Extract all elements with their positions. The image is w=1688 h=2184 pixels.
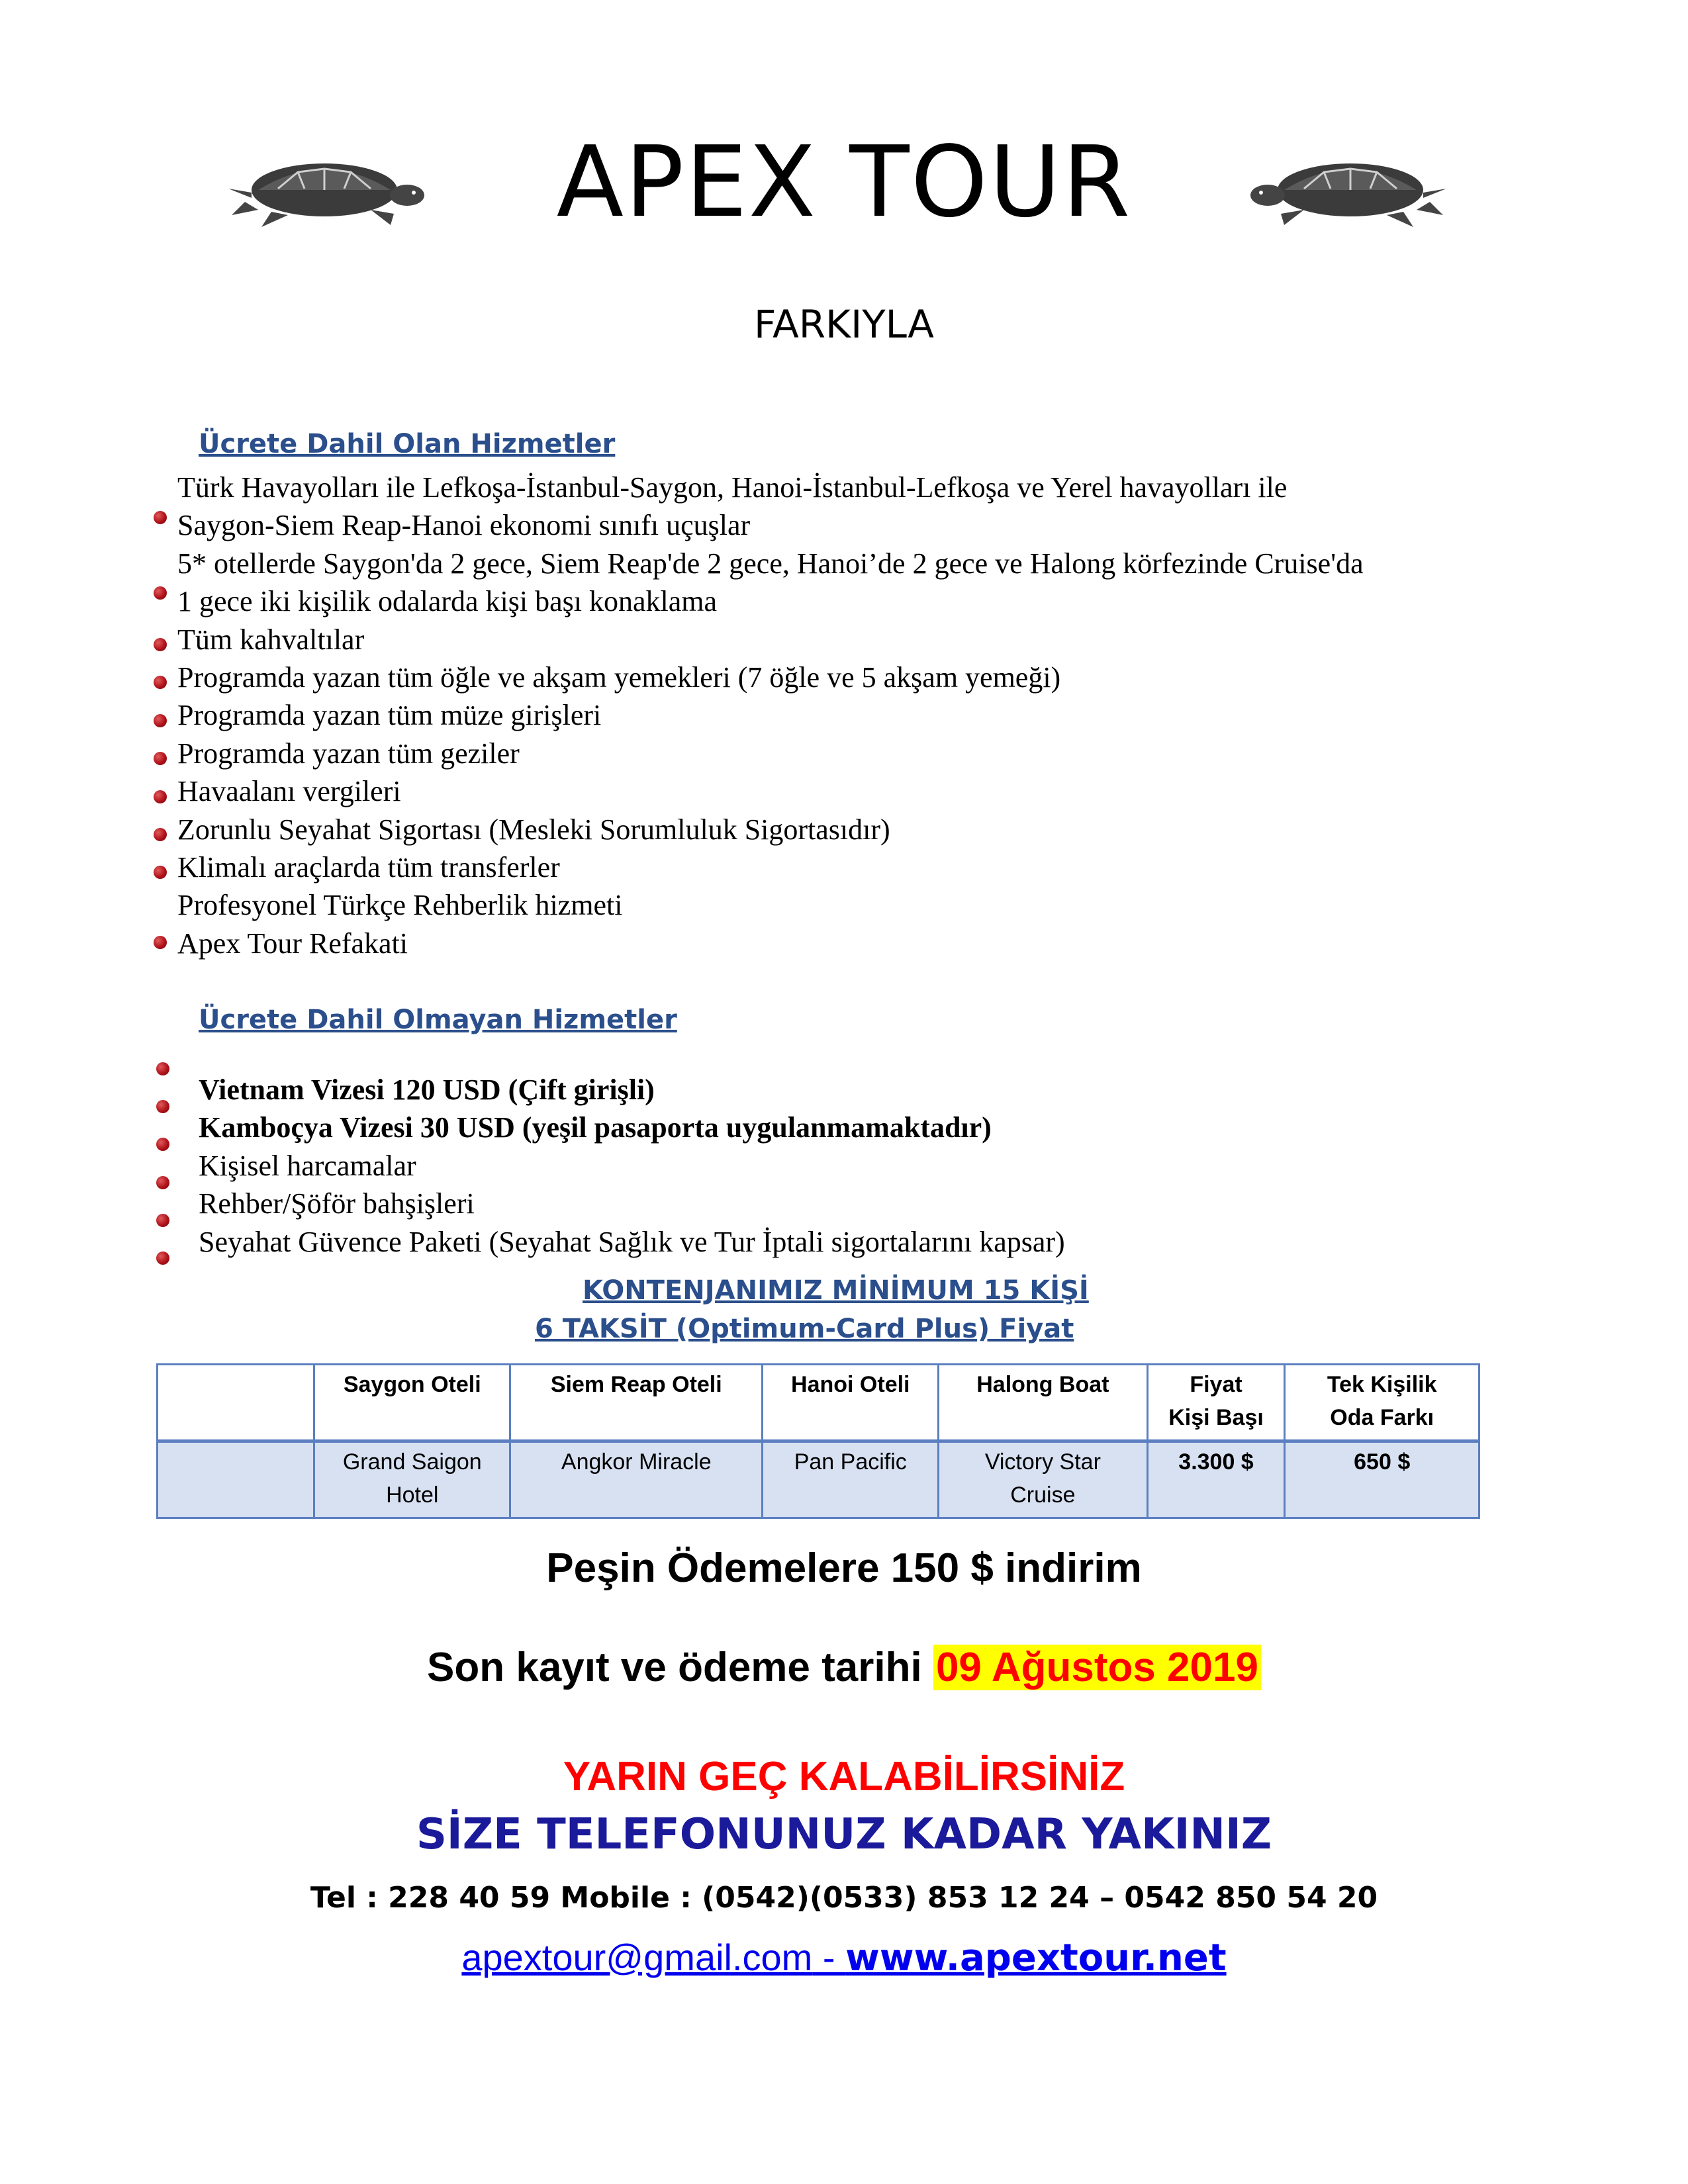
list-item: Tüm kahvaltılar xyxy=(177,623,365,656)
table-cell: Victory Star Cruise xyxy=(939,1441,1148,1518)
excluded-heading: Ücrete Dahil Olmayan Hizmetler xyxy=(199,1005,677,1035)
table-cell xyxy=(158,1441,314,1518)
bullet-icon xyxy=(156,1062,169,1075)
contact-links xyxy=(0,1933,1688,1983)
bullet-icon xyxy=(154,936,167,949)
bullet-icon xyxy=(154,790,167,803)
list-item: Saygon-Siem Reap-Hanoi ekonomi sınıfı uçuşlar xyxy=(177,509,751,542)
bullet-icon xyxy=(156,1214,169,1227)
list-item: Profesyonel Türkçe Rehberlik hizmeti xyxy=(177,889,623,922)
table-header-row xyxy=(158,1365,1479,1441)
table-cell: 3.300 $ xyxy=(1147,1441,1285,1518)
deadline-date: 09 Ağustos 2019 xyxy=(933,1645,1261,1690)
list-item: Rehber/Şöför bahşişleri xyxy=(199,1187,475,1220)
list-item: Zorunlu Seyahat Sigortası (Mesleki Sorumluluk Sigortasıdır) xyxy=(177,813,890,846)
list-item: Havaalanı vergileri xyxy=(177,775,401,808)
bullet-icon xyxy=(154,866,167,879)
table-cell: Grand Saigon Hotel xyxy=(314,1441,510,1518)
table-cell: Angkor Miracle xyxy=(510,1441,763,1518)
bullet-icon xyxy=(156,1138,169,1151)
bullet-icon xyxy=(154,511,167,524)
bullet-icon xyxy=(154,638,167,651)
list-item: Programda yazan tüm müze girişleri xyxy=(177,699,602,732)
list-item: Seyahat Güvence Paketi (Seyahat Sağlık ve Tur İptali sigortalarını kapsar) xyxy=(199,1225,1065,1258)
list-item: Programda yazan tüm öğle ve akşam yemekleri (7 öğle ve 5 akşam yemeği) xyxy=(177,661,1061,694)
slogan-primary: YARIN GEÇ KALABİLİRSİNİZ xyxy=(563,1754,1125,1799)
table-cell: 650 $ xyxy=(1285,1441,1479,1518)
table-header-cell: Saygon Oteli xyxy=(314,1365,510,1441)
included-heading: Ücrete Dahil Olan Hizmetler xyxy=(199,429,616,459)
list-item: Apex Tour Refakati xyxy=(177,927,408,960)
email-link[interactable]: apextour@gmail.com xyxy=(461,1936,813,1978)
list-item: 5* otellerde Saygon'da 2 gece, Siem Reap'de 2 gece, Hanoi’de 2 gece ve Halong körfezinde Cruise'da xyxy=(177,547,1364,580)
table-cell: Pan Pacific xyxy=(763,1441,939,1518)
phone-line: Tel : 228 40 59 Mobile : (0542)(0533) 853 12 24 – 0542 850 54 20 xyxy=(310,1881,1378,1915)
installment-notice: 6 TAKSİT (Optimum-Card Plus) Fiyat xyxy=(535,1314,1074,1344)
website-link[interactable]: www.apextour.net xyxy=(845,1936,1227,1979)
deadline-line xyxy=(0,1641,1688,1694)
slogan-secondary: SİZE TELEFONUNUZ KADAR YAKINIZ xyxy=(416,1810,1272,1859)
list-item: Programda yazan tüm geziler xyxy=(177,737,520,770)
table-header-cell xyxy=(158,1365,314,1441)
list-item: Vietnam Vizesi 120 USD (Çift girişli) xyxy=(199,1073,655,1106)
excluded-list xyxy=(199,1071,1456,1261)
list-item: Kişisel harcamalar xyxy=(199,1149,416,1182)
bullet-icon xyxy=(154,714,167,727)
bullet-icon xyxy=(156,1251,169,1265)
link-separator: - xyxy=(812,1936,846,1978)
quota-notice: KONTENJANIMIZ MİNİMUM 15 KİŞİ xyxy=(583,1275,1089,1306)
table-header-cell: Hanoi Oteli xyxy=(763,1365,939,1441)
page-subtitle: FARKIYLA xyxy=(754,302,934,347)
deadline-label: Son kayıt ve ödeme tarihi xyxy=(427,1645,933,1690)
table-header-cell: Siem Reap Oteli xyxy=(510,1365,763,1441)
table-row xyxy=(158,1441,1479,1518)
bullet-icon xyxy=(154,676,167,689)
list-item: Türk Havayolları ile Lefkoşa-İstanbul-Saygon, Hanoi-İstanbul-Lefkoşa ve Yerel havayolları ile xyxy=(177,471,1288,504)
list-item: Kamboçya Vizesi 30 USD (yeşil pasaporta uygulanmamaktadır) xyxy=(199,1111,992,1144)
bullet-icon xyxy=(156,1100,169,1113)
list-item: 1 gece iki kişilik odalarda kişi başı konaklama xyxy=(177,585,718,618)
list-item: Klimalı araçlarda tüm transferler xyxy=(177,851,560,884)
bullet-icon xyxy=(154,828,167,841)
price-table xyxy=(156,1363,1480,1519)
table-header-cell: Tek Kişilik Oda Farkı xyxy=(1285,1365,1479,1441)
page-title: APEX TOUR xyxy=(556,125,1132,239)
bullet-icon xyxy=(154,586,167,600)
bullet-icon xyxy=(156,1176,169,1189)
table-header-cell: Halong Boat xyxy=(939,1365,1148,1441)
discount-text: Peşin Ödemelere 150 $ indirim xyxy=(546,1545,1142,1591)
included-list xyxy=(177,469,1541,962)
table-header-cell: Fiyat Kişi Başı xyxy=(1147,1365,1285,1441)
bullet-icon xyxy=(154,752,167,765)
